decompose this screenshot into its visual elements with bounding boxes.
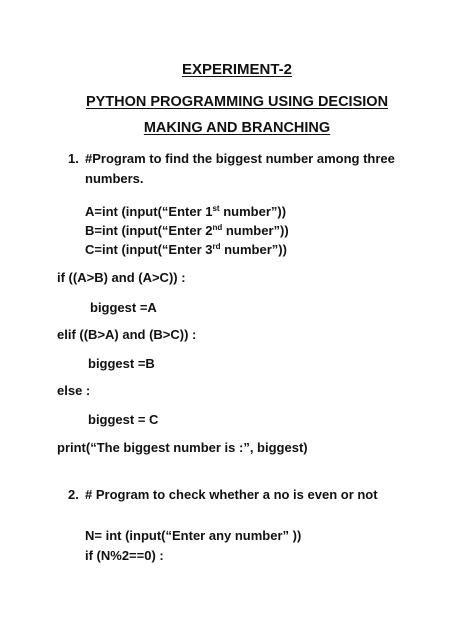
title-line-1: PYTHON PROGRAMMING USING DECISION (85, 94, 389, 110)
code-assign-c: biggest = C (88, 412, 159, 427)
program1-number: 1. (68, 151, 79, 166)
program2-number: 2. (68, 487, 79, 502)
experiment-label: EXPERIMENT-2 (181, 61, 293, 78)
program1-description: #Program to find the biggest number among three (85, 151, 395, 166)
code-input-a: A=int (input(“Enter 1st number”)) (85, 204, 287, 219)
title-line-2: MAKING AND BRANCHING (143, 120, 331, 136)
code-if: if ((A>B) and (A>C)) : (57, 270, 186, 285)
code-elif: elif ((B>A) and (B>C)) : (57, 327, 197, 342)
code-if-even: if (N%2==0) : (85, 548, 164, 563)
code-else: else : (57, 383, 91, 398)
code-print: print(“The biggest number is :”, biggest) (57, 440, 308, 455)
program2-description: # Program to check whether a no is even or not (85, 487, 378, 502)
code-input-b: B=int (input(“Enter 2nd number”)) (85, 223, 289, 238)
code-input-c: C=int (input(“Enter 3rd number”)) (85, 242, 287, 257)
code-assign-a: biggest =A (90, 300, 157, 315)
code-assign-b: biggest =B (88, 356, 155, 371)
program1-description-cont: numbers. (85, 171, 144, 186)
experiment-heading (0, 62, 474, 77)
code-input-n: N= int (input(“Enter any number” )) (85, 528, 302, 543)
